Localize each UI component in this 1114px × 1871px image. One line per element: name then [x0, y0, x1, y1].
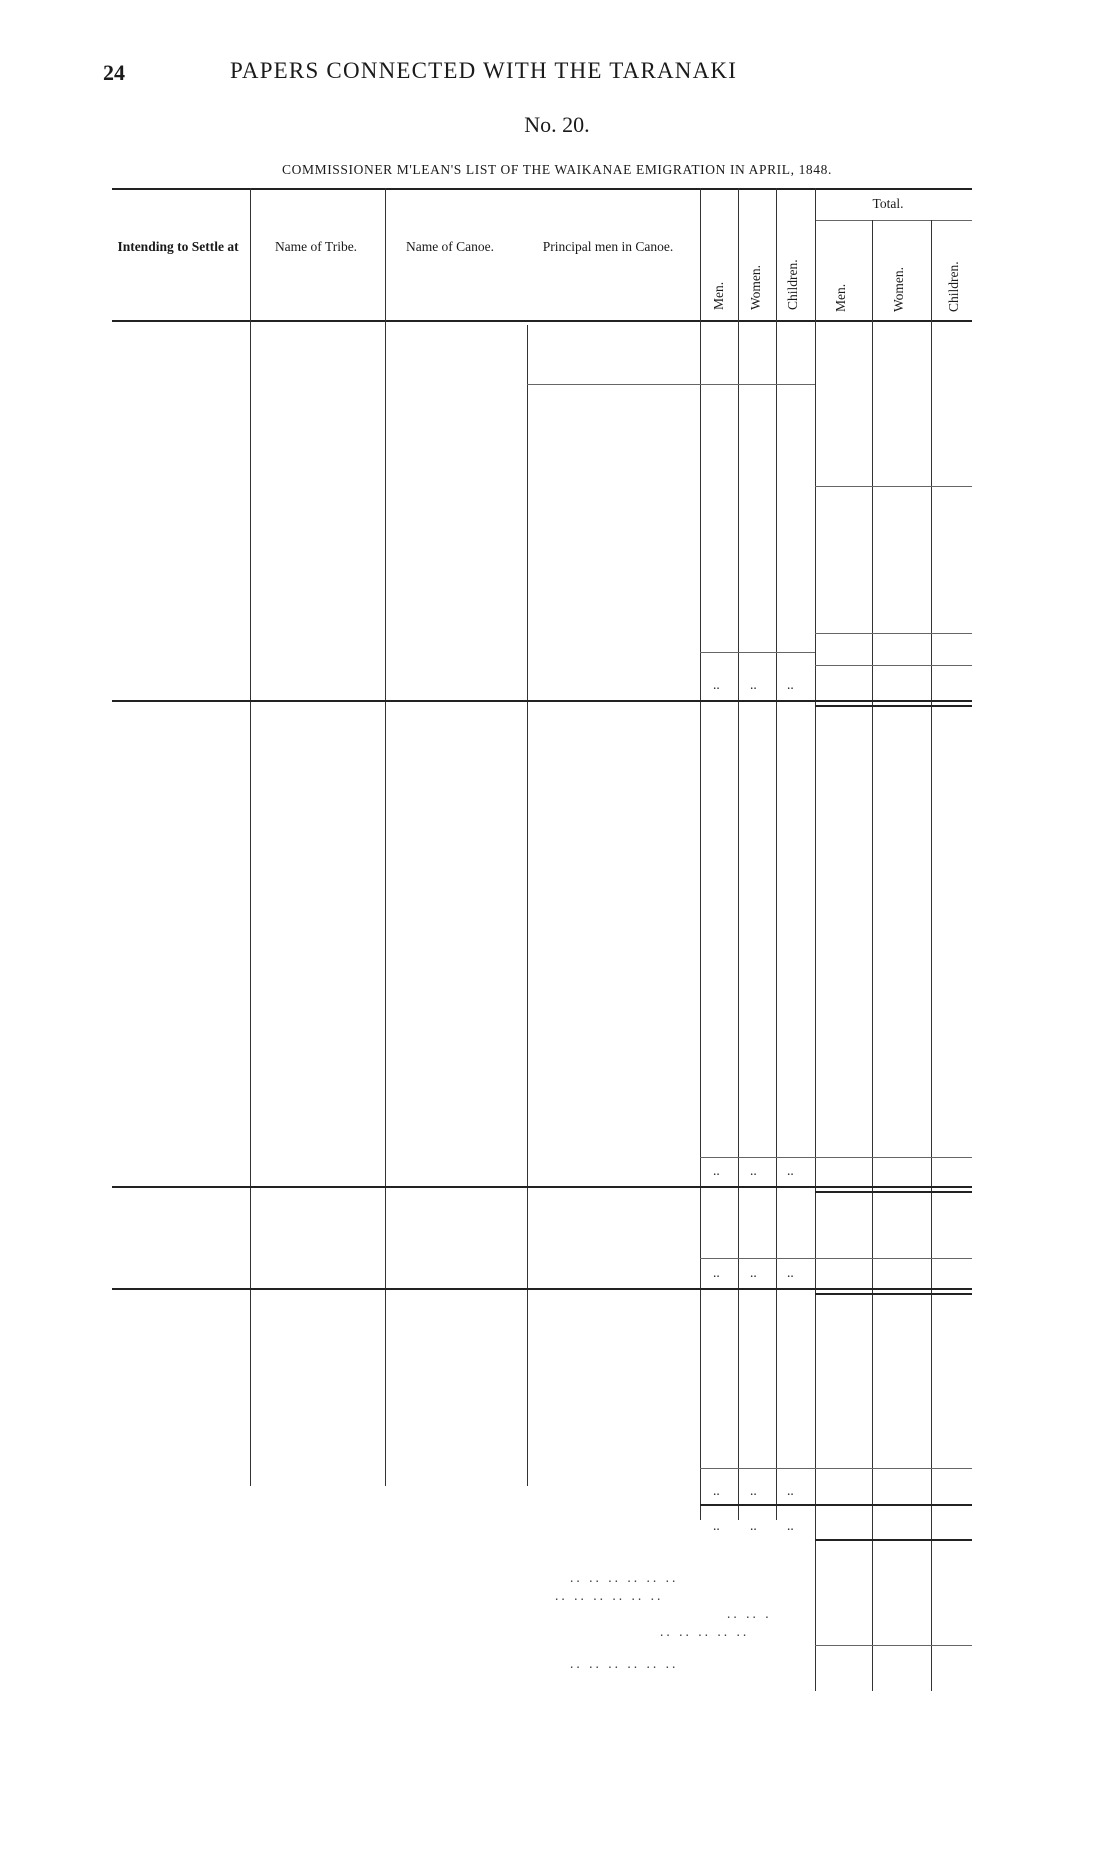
row-rule: [815, 633, 972, 634]
document-number: No. 20.: [524, 112, 590, 137]
column-rule-c9: [931, 220, 932, 1691]
dots: ..: [787, 677, 794, 692]
dots: ..: [750, 1265, 757, 1280]
dot-leader: .. .. .. .. .. ..: [570, 1570, 679, 1585]
dots: ..: [750, 1483, 757, 1498]
dots: ..: [713, 677, 720, 692]
dots: ..: [713, 1518, 720, 1533]
row-rule: [527, 384, 815, 385]
col-header-men: Men.: [711, 281, 726, 310]
section-rule: [700, 1504, 972, 1506]
col-header-children: Children.: [785, 259, 800, 310]
top-rule: [112, 188, 972, 190]
dots: ..: [713, 1265, 720, 1280]
dot-leader: .. .. .. .. .. ..: [555, 1588, 664, 1603]
column-rule-c2: [385, 188, 386, 1486]
document-heading: COMMISSIONER M'LEAN'S LIST OF THE WAIKANAE EMIGRATION IN APRIL, 1848.: [282, 162, 832, 177]
column-rule-c8: [872, 220, 873, 1691]
column-rule-c5: [738, 188, 739, 1520]
dots: ..: [787, 1518, 794, 1533]
header-bottom-rule: [112, 320, 972, 322]
section-double-rule: [815, 1191, 972, 1193]
section-double-rule: [815, 1293, 972, 1295]
section-rule: [112, 1186, 972, 1188]
summary-rule: [815, 1645, 972, 1646]
col-header-principal: Principal men in Canoe.: [542, 239, 674, 254]
dots: ..: [750, 677, 757, 692]
row-rule: [700, 1157, 972, 1158]
section-rule: [112, 700, 972, 702]
dot-leader: .. .. .. .. .. ..: [570, 1656, 679, 1671]
column-rule-c1: [250, 188, 251, 1486]
col-header-canoe: Name of Canoe.: [405, 239, 495, 254]
row-rule: [700, 1258, 972, 1259]
row-rule: [815, 486, 972, 487]
dots: ..: [713, 1163, 720, 1178]
dots: ..: [713, 1483, 720, 1498]
row-rule: [700, 652, 815, 653]
column-rule-c3: [527, 325, 528, 1486]
col-header-total-children: Children.: [946, 261, 961, 312]
col-header-settle: Intending to Settle at: [117, 239, 239, 254]
dots: ..: [787, 1483, 794, 1498]
section-rule: [112, 1288, 972, 1290]
col-header-total: Total.: [872, 196, 904, 211]
col-header-total-women: Women.: [891, 266, 906, 312]
col-header-total-men: Men.: [833, 283, 848, 312]
dot-leader: .. .. .. .. ..: [660, 1624, 750, 1639]
page-number: 24: [103, 60, 125, 85]
dots: ..: [787, 1163, 794, 1178]
column-rule-c6: [776, 188, 777, 1520]
section-double-rule: [815, 705, 972, 707]
column-rule-c4: [700, 188, 701, 1520]
row-rule: [700, 1468, 972, 1469]
dots: ..: [787, 1265, 794, 1280]
column-rule-c7: [815, 188, 816, 1691]
dots: ..: [750, 1163, 757, 1178]
row-rule: [815, 665, 972, 666]
col-header-tribe: Name of Tribe.: [274, 239, 358, 254]
dot-leader: .. .. .: [727, 1606, 772, 1621]
running-title: PAPERS CONNECTED WITH THE TARANAKI: [230, 58, 738, 83]
grand-total-rule: [815, 1539, 972, 1541]
col-header-women: Women.: [748, 264, 763, 310]
total-header-rule: [815, 220, 972, 221]
dots: ..: [750, 1518, 757, 1533]
